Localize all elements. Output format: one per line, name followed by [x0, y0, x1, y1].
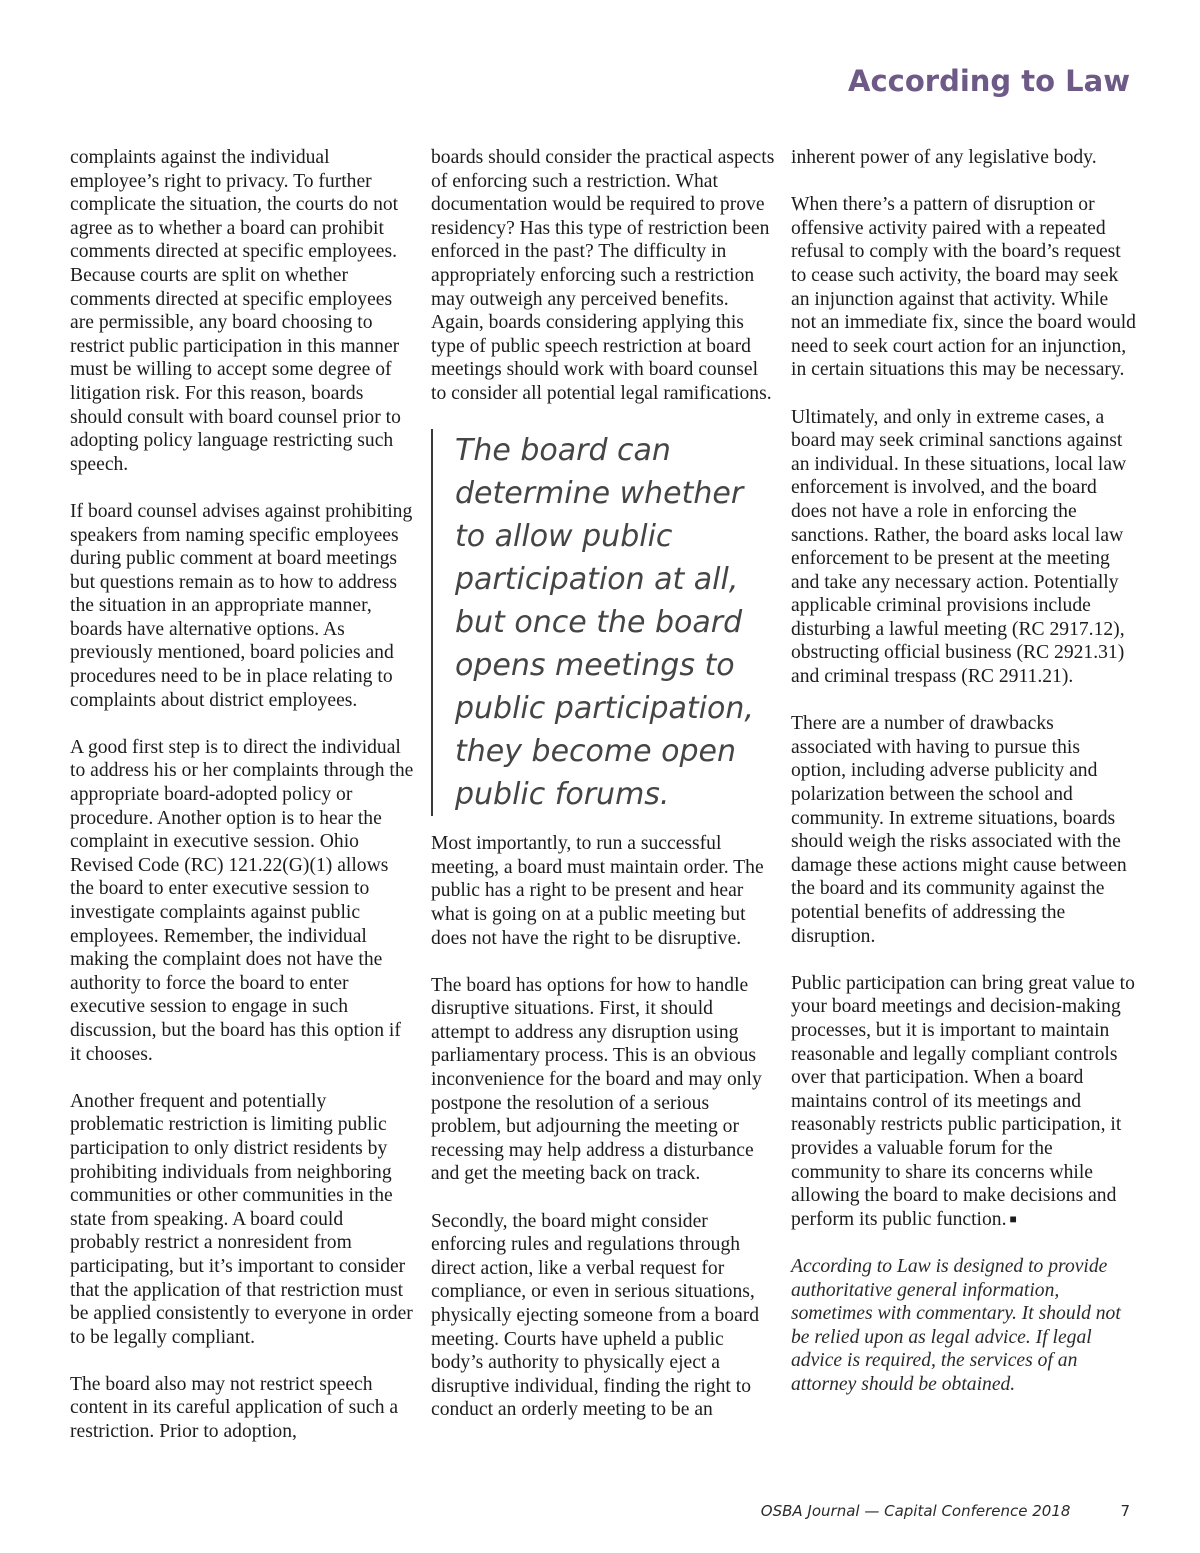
pull-quote: The board can determine whether to allow public participation at all, but once the board opens meetings to public participation, they become open public forums.: [431, 429, 776, 816]
paragraph: boards should consider the practical aspects of enforcing such a restriction. What documentation would be required to prove residency? Has this type of restriction been enforced in the past? The difficulty in appropriately enforcing such a restriction may outweigh any perceived benefits. Again, boards considering applying this type of public speech restriction at board meetings should work with board counsel to consider all potential legal ramifications.: [431, 147, 775, 404]
paragraph: The board also may not restrict speech content in its careful application of such a restriction. Prior to adoption,: [70, 1373, 399, 1443]
paragraph: Secondly, the board might consider enforcing rules and regulations through direct action, like a verbal request for compliance, or even in serious situations, physically ejecting someone from a board meeting. Courts have upheld a public body’s authority to physically eject a disruptive individual, finding the right to conduct an orderly meeting to be an: [431, 1210, 760, 1421]
paragraph: A good first step is to direct the individual to address his or her complaints through the appropriate board-adopted policy or procedure. Another option is to hear the complaint in executive session. Ohio Revised Code (RC) 121.22(G)(1) allows the board to enter executive session to investigate complaints against public employees. Remember, the individual making the complaint does not have the authority to force the board to enter executive session to engage in such discussion, but the board has this option if it chooses.: [70, 736, 414, 1065]
paragraph: Most importantly, to run a successful meeting, a board must maintain order. The public has a right to be present and hear what is going on at a public meeting but does not have the right to be disruptive.: [431, 833, 764, 949]
paragraph: The board has options for how to handle disruptive situations. First, it should attempt to address any disruption using parliamentary process. This is an obvious inconvenience for the board and may only postpone the resolution of a serious problem, but adjourning the meeting or recessing may help address a disturbance and get the meeting back on track.: [431, 974, 762, 1185]
end-of-article-icon: ■: [1009, 1211, 1017, 1226]
paragraph: Ultimately, and only in extreme cases, a board may seek criminal sanctions against an individual. In these situations, local law enforcement is involved, and the board does not have a role in enforcing the sanctions. Rather, the board asks local law enforcement to be present at the meeting and take any necessary action. Potentially applicable criminal provisions include disturbing a lawful meeting (RC 2917.12), obstructing official business (RC 2921.31) and criminal trespass (RC 2911.21).: [791, 406, 1127, 688]
paragraph: When there’s a pattern of disruption or offensive activity paired with a repeated refusal to comply with the board’s request to cease such activity, the board may seek an injunction against that activity. While not an immediate fix, since the board would need to seek court action for an injunction, in certain situations this may be necessary.: [791, 194, 1136, 381]
disclaimer: According to Law is designed to provide authoritative general information, sometimes with commentary. It should not be relied upon as legal advice. If legal advice is required, the services of an attorney should be obtained.: [791, 1255, 1121, 1395]
paragraph-text: Public participation can bring great value to your board meetings and decision-making processes, but it is important to maintain reasonable and legally compliant controls over that participation. When a board maintains control of its meetings and reasonably restricts public participation, it provides a valuable forum for the community to share its concerns while allowing the board to make decisions and perform its public function.: [791, 972, 1135, 1230]
article-column-1: [70, 146, 415, 1467]
page-footer: [761, 1502, 1130, 1520]
article-column-3: [791, 146, 1136, 1420]
section-title: According to Law: [848, 64, 1130, 98]
paragraph: [791, 972, 1136, 1232]
paragraph: inherent power of any legislative body.: [791, 147, 1097, 168]
paragraph: Another frequent and potentially problematic restriction is limiting public participation to only district residents by prohibiting individuals from neighboring communities or other communities in the state from speaking. A board could probably restrict a nonresident from participating, but it’s important to consider that the application of that restriction must be applied consistently to everyone in order to be legally compliant.: [70, 1090, 413, 1348]
article-column-2: [431, 146, 776, 1446]
paragraph: complaints against the individual employee’s right to privacy. To further complicate the situation, the courts do not agree as to whether a board can prohibit comments directed at specific employees. Because courts are split on whether comments directed at specific employees are permissible, any board choosing to restrict public participation in this manner must be willing to accept some degree of litigation risk. For this reason, boards should consult with board counsel prior to adopting policy language restricting such speech.: [70, 147, 401, 475]
publication-name: OSBA Journal — Capital Conference 2018: [760, 1502, 1071, 1520]
paragraph: There are a number of drawbacks associated with having to pursue this option, including adverse publicity and polarization between the school and community. In extreme situations, boards should weigh the risks associated with the damage these actions might cause between the board and its community against the potential benefits of addressing the disruption.: [791, 713, 1127, 947]
page-number: 7: [1120, 1502, 1130, 1520]
paragraph: If board counsel advises against prohibiting speakers from naming specific employees during public comment at board meetings but questions remain as to how to address the situation in an appropriate manner, boards have alternative options. As previously mentioned, board policies and procedures need to be in place relating to complaints about district employees.: [70, 500, 413, 711]
